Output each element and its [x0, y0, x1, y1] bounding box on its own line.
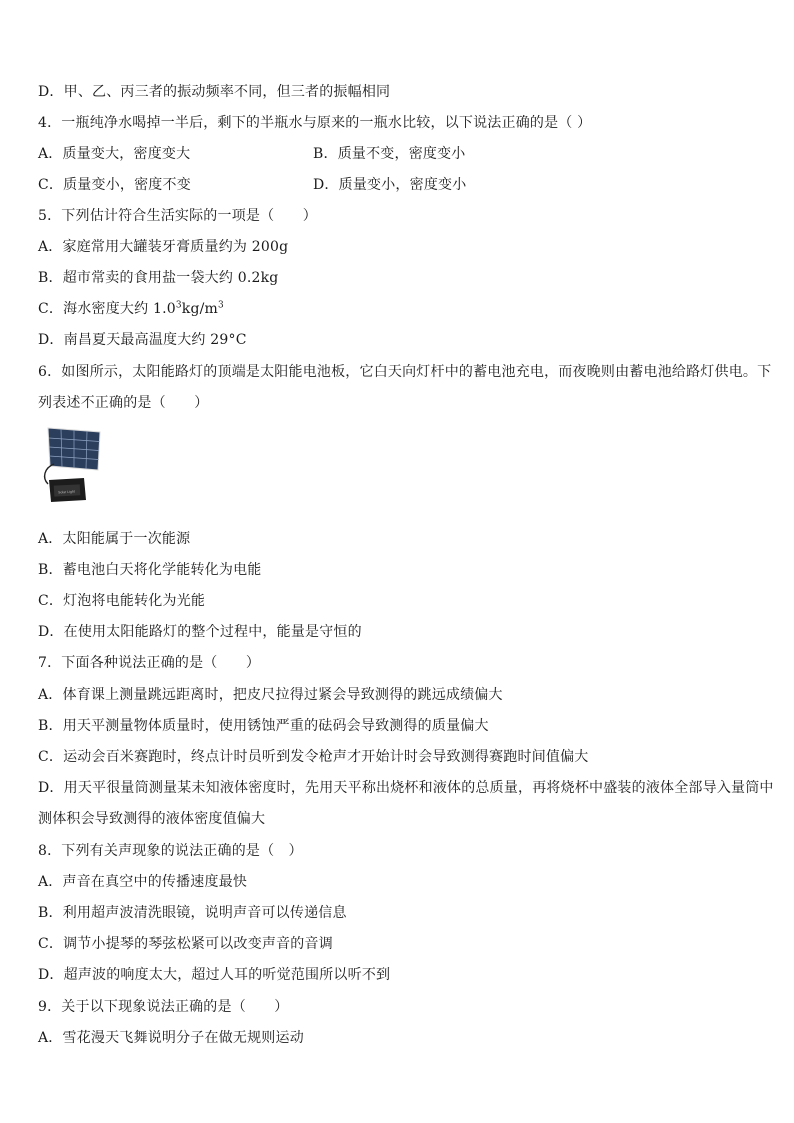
q7-stem: 7．下面各种说法正确的是（ ） [38, 655, 261, 671]
q6-option-c: C．灯泡将电能转化为光能 [38, 593, 206, 609]
q3-option-d: D．甲、乙、丙三者的振动频率不同，但三者的振幅相同 [38, 84, 391, 100]
q5-option-b: B．超市常卖的食用盐一袋大约 0.2kg [38, 270, 279, 286]
q4-option-c: C．质量变小，密度不变 [38, 177, 191, 193]
q4-stem: 4．一瓶纯净水喝掉一半后，剩下的半瓶水与原来的一瓶水比较，以下说法正确的是（ ） [38, 115, 592, 131]
q8-option-b: B．利用超声波清洗眼镜，说明声音可以传递信息 [38, 905, 347, 921]
q8-option-d: D．超声波的响度太大，超过人耳的听觉范围所以听不到 [38, 967, 391, 983]
q7-option-d-line1: D．用天平很量筒测量某未知液体密度时，先用天平称出烧杯和液体的总质量，再将烧杯中盛装的液体全部导入量筒中 [38, 780, 774, 796]
q5-option-c-exponent: 3 [175, 300, 182, 311]
q6-option-d: D．在使用太阳能路灯的整个过程中，能量是守恒的 [38, 624, 362, 640]
q5-option-d: D．南昌夏天最高温度大约 29°C [38, 332, 247, 348]
q7-option-d-line2: 测体积会导致测得的液体密度值偏大 [38, 811, 266, 827]
q6-option-a: A．太阳能属于一次能源 [38, 531, 191, 547]
q5-option-c-text: C．海水密度大约 1.0 [38, 301, 176, 317]
q8-option-c: C．调节小提琴的琴弦松紧可以改变声音的音调 [38, 936, 333, 952]
q6-stem-line2: 列表述不正确的是（ ） [38, 395, 209, 411]
q7-option-b: B．用天平测量物体质量时，使用锈蚀严重的砝码会导致测得的质量偏大 [38, 718, 489, 734]
q4-option-d: D．质量变小，密度变小 [313, 177, 467, 193]
q4-option-b: B．质量不变，密度变小 [313, 146, 466, 162]
q5-option-c [38, 299, 224, 319]
lamp-head [49, 478, 86, 502]
q7-option-a: A．体育课上测量跳远距离时，把皮尺拉得过紧会导致测得的跳远成绩偏大 [38, 687, 503, 703]
q9-stem: 9．关于以下现象说法正确的是（ ） [38, 999, 289, 1015]
q8-option-a: A．声音在真空中的传播速度最快 [38, 874, 248, 890]
solar-panel [48, 428, 100, 470]
solar-street-light-icon [40, 426, 104, 502]
q4-option-a: A．质量变大，密度变大 [38, 146, 191, 162]
q5-option-a: A．家庭常用大罐装牙膏质量约为 200g [38, 239, 289, 255]
lamp-label: Solar Light [58, 489, 75, 495]
q5-stem: 5．下列估计符合生活实际的一项是（ ） [38, 208, 317, 224]
q5-option-c-unit: kg/m [181, 301, 219, 317]
q6-stem-line1: 6．如图所示，太阳能路灯的顶端是太阳能电池板，它白天向灯杆中的蓄电池充电，而夜晚则由蓄电池给路灯供电。下 [38, 364, 772, 380]
q6-option-b: B．蓄电池白天将化学能转化为电能 [38, 562, 262, 578]
q5-option-c-unit-exponent: 3 [218, 300, 224, 311]
q8-stem: 8．下列有关声现象的说法正确的是（ ） [38, 843, 303, 859]
q7-option-c: C．运动会百米赛跑时，终点计时员听到发令枪声才开始计时会导致测得赛跑时间值偏大 [38, 749, 589, 765]
q9-option-a: A．雪花漫天飞舞说明分子在做无规则运动 [38, 1030, 304, 1046]
